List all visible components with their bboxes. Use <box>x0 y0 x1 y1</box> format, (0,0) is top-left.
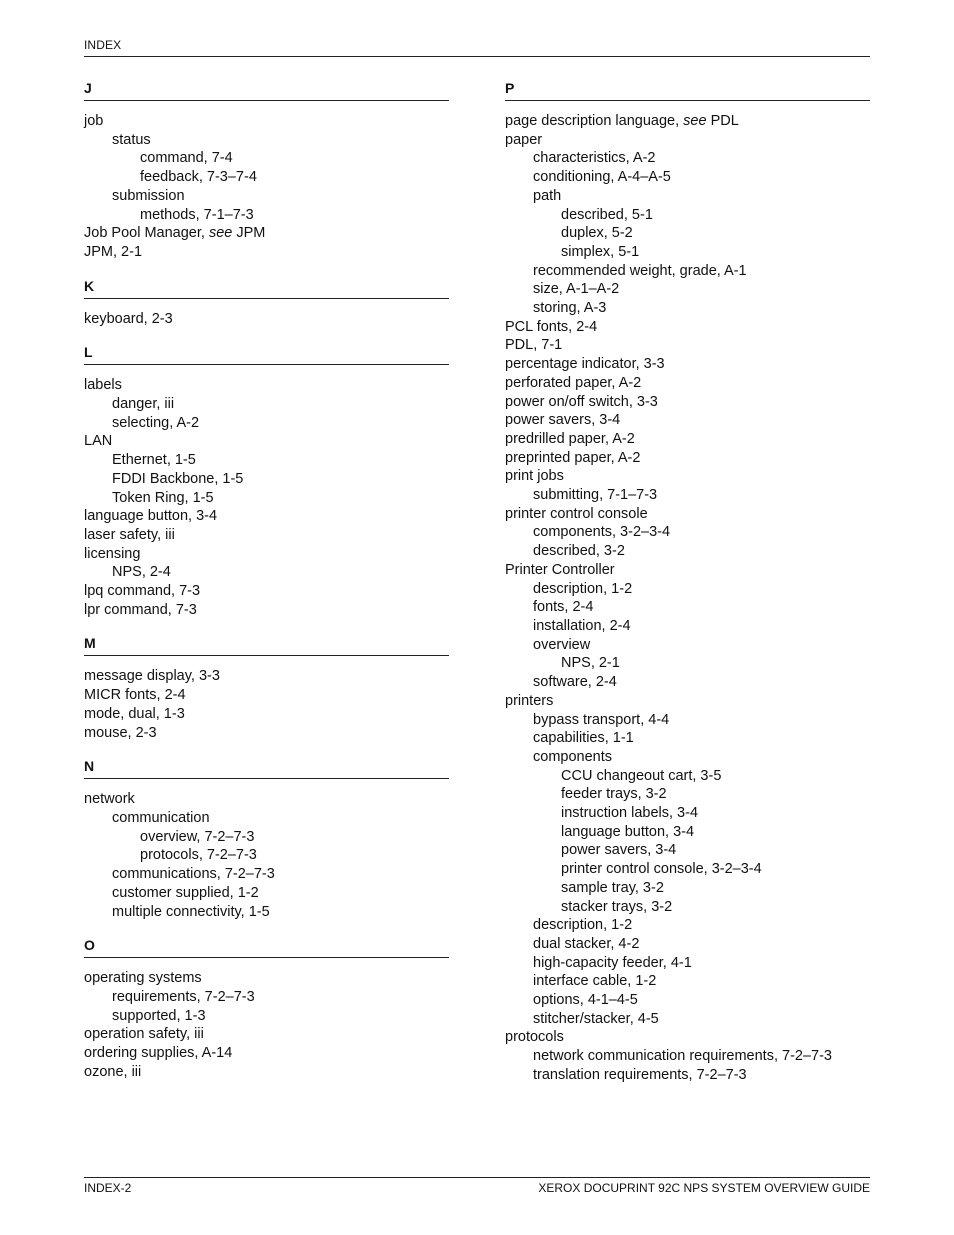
index-entry: power on/off switch, 3-3 <box>505 393 658 410</box>
index-entry: licensing <box>84 545 141 562</box>
footer-rule <box>84 1177 870 1178</box>
index-entry: ozone, iii <box>84 1063 142 1080</box>
index-subentry: NPS, 2-4 <box>112 564 171 581</box>
reference-target: PDL <box>706 113 739 129</box>
index-entry: operation safety, iii <box>84 1026 204 1043</box>
index-subentry: description, 1-2 <box>533 917 633 934</box>
index-subentry: selecting, A-2 <box>112 414 200 431</box>
index-subentry: conditioning, A-4–A-5 <box>533 169 671 186</box>
index-entry: PDL, 7-1 <box>505 337 563 354</box>
index-entry: JPM, 2-1 <box>84 243 143 260</box>
index-entry: mouse, 2-3 <box>84 724 157 741</box>
index-subentry: instruction labels, 3-4 <box>561 805 699 822</box>
index-subentry: protocols, 7-2–7-3 <box>140 847 257 864</box>
index-subentry: fonts, 2-4 <box>533 599 594 616</box>
index-subentry: overview, 7-2–7-3 <box>140 828 255 845</box>
index-entry: printer control console <box>505 505 648 522</box>
index-subentry: stitcher/stacker, 4-5 <box>533 1010 659 1027</box>
index-entry: lpq command, 7-3 <box>84 583 201 600</box>
section-letter-heading: K <box>84 276 449 299</box>
index-entry: Printer Controller <box>505 561 615 578</box>
index-entry: perforated paper, A-2 <box>505 374 642 391</box>
index-subentry: feeder trays, 3-2 <box>561 786 667 803</box>
index-subentry: feedback, 7-3–7-4 <box>140 169 257 186</box>
index-section-j <box>84 78 449 262</box>
index-entry: LAN <box>84 433 113 450</box>
index-entry: preprinted paper, A-2 <box>505 449 641 466</box>
index-subentry: size, A-1–A-2 <box>533 281 620 298</box>
index-subentry: printer control console, 3-2–3-4 <box>561 861 762 878</box>
index-subentry: Ethernet, 1-5 <box>112 452 196 469</box>
index-subentry: interface cable, 1-2 <box>533 973 657 990</box>
index-subentry: language button, 3-4 <box>561 823 695 840</box>
index-subentry: power savers, 3-4 <box>561 842 677 859</box>
index-subentry: CCU changeout cart, 3-5 <box>561 767 722 784</box>
index-subentry: network communication requirements, 7-2–7-3 <box>533 1048 832 1065</box>
index-subentry: simplex, 5-1 <box>561 243 640 260</box>
index-subentry: NPS, 2-1 <box>561 655 620 672</box>
section-letter-heading: J <box>84 78 449 101</box>
index-entry: percentage indicator, 3-3 <box>505 356 665 373</box>
index-section-k <box>84 276 449 329</box>
index-subentry: storing, A-3 <box>533 300 607 317</box>
index-subentry: bypass transport, 4-4 <box>533 711 670 728</box>
index-subentry: customer supplied, 1-2 <box>112 884 259 901</box>
see-reference: see <box>683 113 707 129</box>
index-entry: protocols <box>505 1029 564 1046</box>
index-subentry: components <box>533 748 612 765</box>
index-section-p <box>505 78 870 1085</box>
index-column-left <box>84 78 449 1095</box>
index-entry <box>84 224 449 243</box>
see-reference: see <box>208 225 233 242</box>
index-subentry: installation, 2-4 <box>533 617 631 634</box>
index-subentry: described, 3-2 <box>533 543 625 560</box>
entry-text: page description language, <box>505 113 684 129</box>
index-entry: printers <box>505 692 554 709</box>
footer-page-number: INDEX-2 <box>84 1181 132 1195</box>
index-subentry: path <box>533 187 562 204</box>
section-letter-heading: P <box>505 78 870 101</box>
index-subentry: characteristics, A-2 <box>533 150 656 167</box>
index-subentry: duplex, 5-2 <box>561 225 633 242</box>
index-entry: print jobs <box>505 468 564 485</box>
index-entry: PCL fonts, 2-4 <box>505 318 598 335</box>
index-section-l <box>84 342 449 619</box>
index-section-o <box>84 935 449 1081</box>
index-subentry: FDDI Backbone, 1-5 <box>112 470 244 487</box>
index-subentry: submitting, 7-1–7-3 <box>533 487 658 504</box>
index-subentry: software, 2-4 <box>533 674 617 691</box>
index-subentry: high-capacity feeder, 4-1 <box>533 954 692 971</box>
index-entry: lpr command, 7-3 <box>84 601 197 618</box>
entry-text: Job Pool Manager, <box>84 225 209 242</box>
index-entry: power savers, 3-4 <box>505 412 621 429</box>
index-entry: operating systems <box>84 970 202 987</box>
index-entry: predrilled paper, A-2 <box>505 430 635 447</box>
index-subentry: communication <box>112 809 210 826</box>
index-entry: message display, 3-3 <box>84 668 220 685</box>
index-subentry: multiple connectivity, 1-5 <box>112 903 270 920</box>
index-subentry: options, 4-1–4-5 <box>533 992 638 1009</box>
index-subentry: stacker trays, 3-2 <box>561 898 673 915</box>
index-subentry: methods, 7-1–7-3 <box>140 206 254 223</box>
index-subentry: recommended weight, grade, A-1 <box>533 262 747 279</box>
index-subentry: translation requirements, 7-2–7-3 <box>533 1066 747 1083</box>
reference-target: JPM <box>232 225 266 242</box>
index-entry: laser safety, iii <box>84 526 175 543</box>
index-subentry: danger, iii <box>112 396 175 413</box>
index-subentry: communications, 7-2–7-3 <box>112 866 275 883</box>
index-subentry: components, 3-2–3-4 <box>533 524 671 541</box>
index-subentry: description, 1-2 <box>533 580 633 597</box>
index-entry: keyboard, 2-3 <box>84 310 173 327</box>
section-letter-heading: M <box>84 633 449 656</box>
section-letter-heading: N <box>84 756 449 779</box>
index-entry: MICR fonts, 2-4 <box>84 687 186 704</box>
index-subentry: Token Ring, 1-5 <box>112 489 214 506</box>
index-subentry: command, 7-4 <box>140 150 233 167</box>
index-subentry: dual stacker, 4-2 <box>533 935 640 952</box>
index-entry: paper <box>505 131 543 148</box>
index-entry: labels <box>84 377 122 394</box>
index-section-m <box>84 633 449 742</box>
index-entry: language button, 3-4 <box>84 508 218 525</box>
index-section-n <box>84 756 449 921</box>
header-rule <box>84 56 870 57</box>
index-subentry: supported, 1-3 <box>112 1007 206 1024</box>
index-entry <box>505 112 870 131</box>
running-header: INDEX <box>84 38 122 52</box>
index-subentry: status <box>112 131 151 148</box>
index-entry: job <box>84 113 104 129</box>
footer-book-title: XEROX DOCUPRINT 92C NPS SYSTEM OVERVIEW GUIDE <box>538 1181 870 1195</box>
section-letter-heading: O <box>84 935 449 958</box>
index-subentry: submission <box>112 187 185 204</box>
index-subentry: described, 5-1 <box>561 206 653 223</box>
index-subentry: overview <box>533 636 591 653</box>
index-entry: mode, dual, 1-3 <box>84 705 185 722</box>
index-entry: ordering supplies, A-14 <box>84 1045 233 1062</box>
section-letter-heading: L <box>84 342 449 365</box>
index-subentry: sample tray, 3-2 <box>561 879 664 896</box>
index-entry: network <box>84 791 135 808</box>
index-subentry: capabilities, 1-1 <box>533 730 634 747</box>
index-column-right <box>505 78 870 1099</box>
index-subentry: requirements, 7-2–7-3 <box>112 988 255 1005</box>
